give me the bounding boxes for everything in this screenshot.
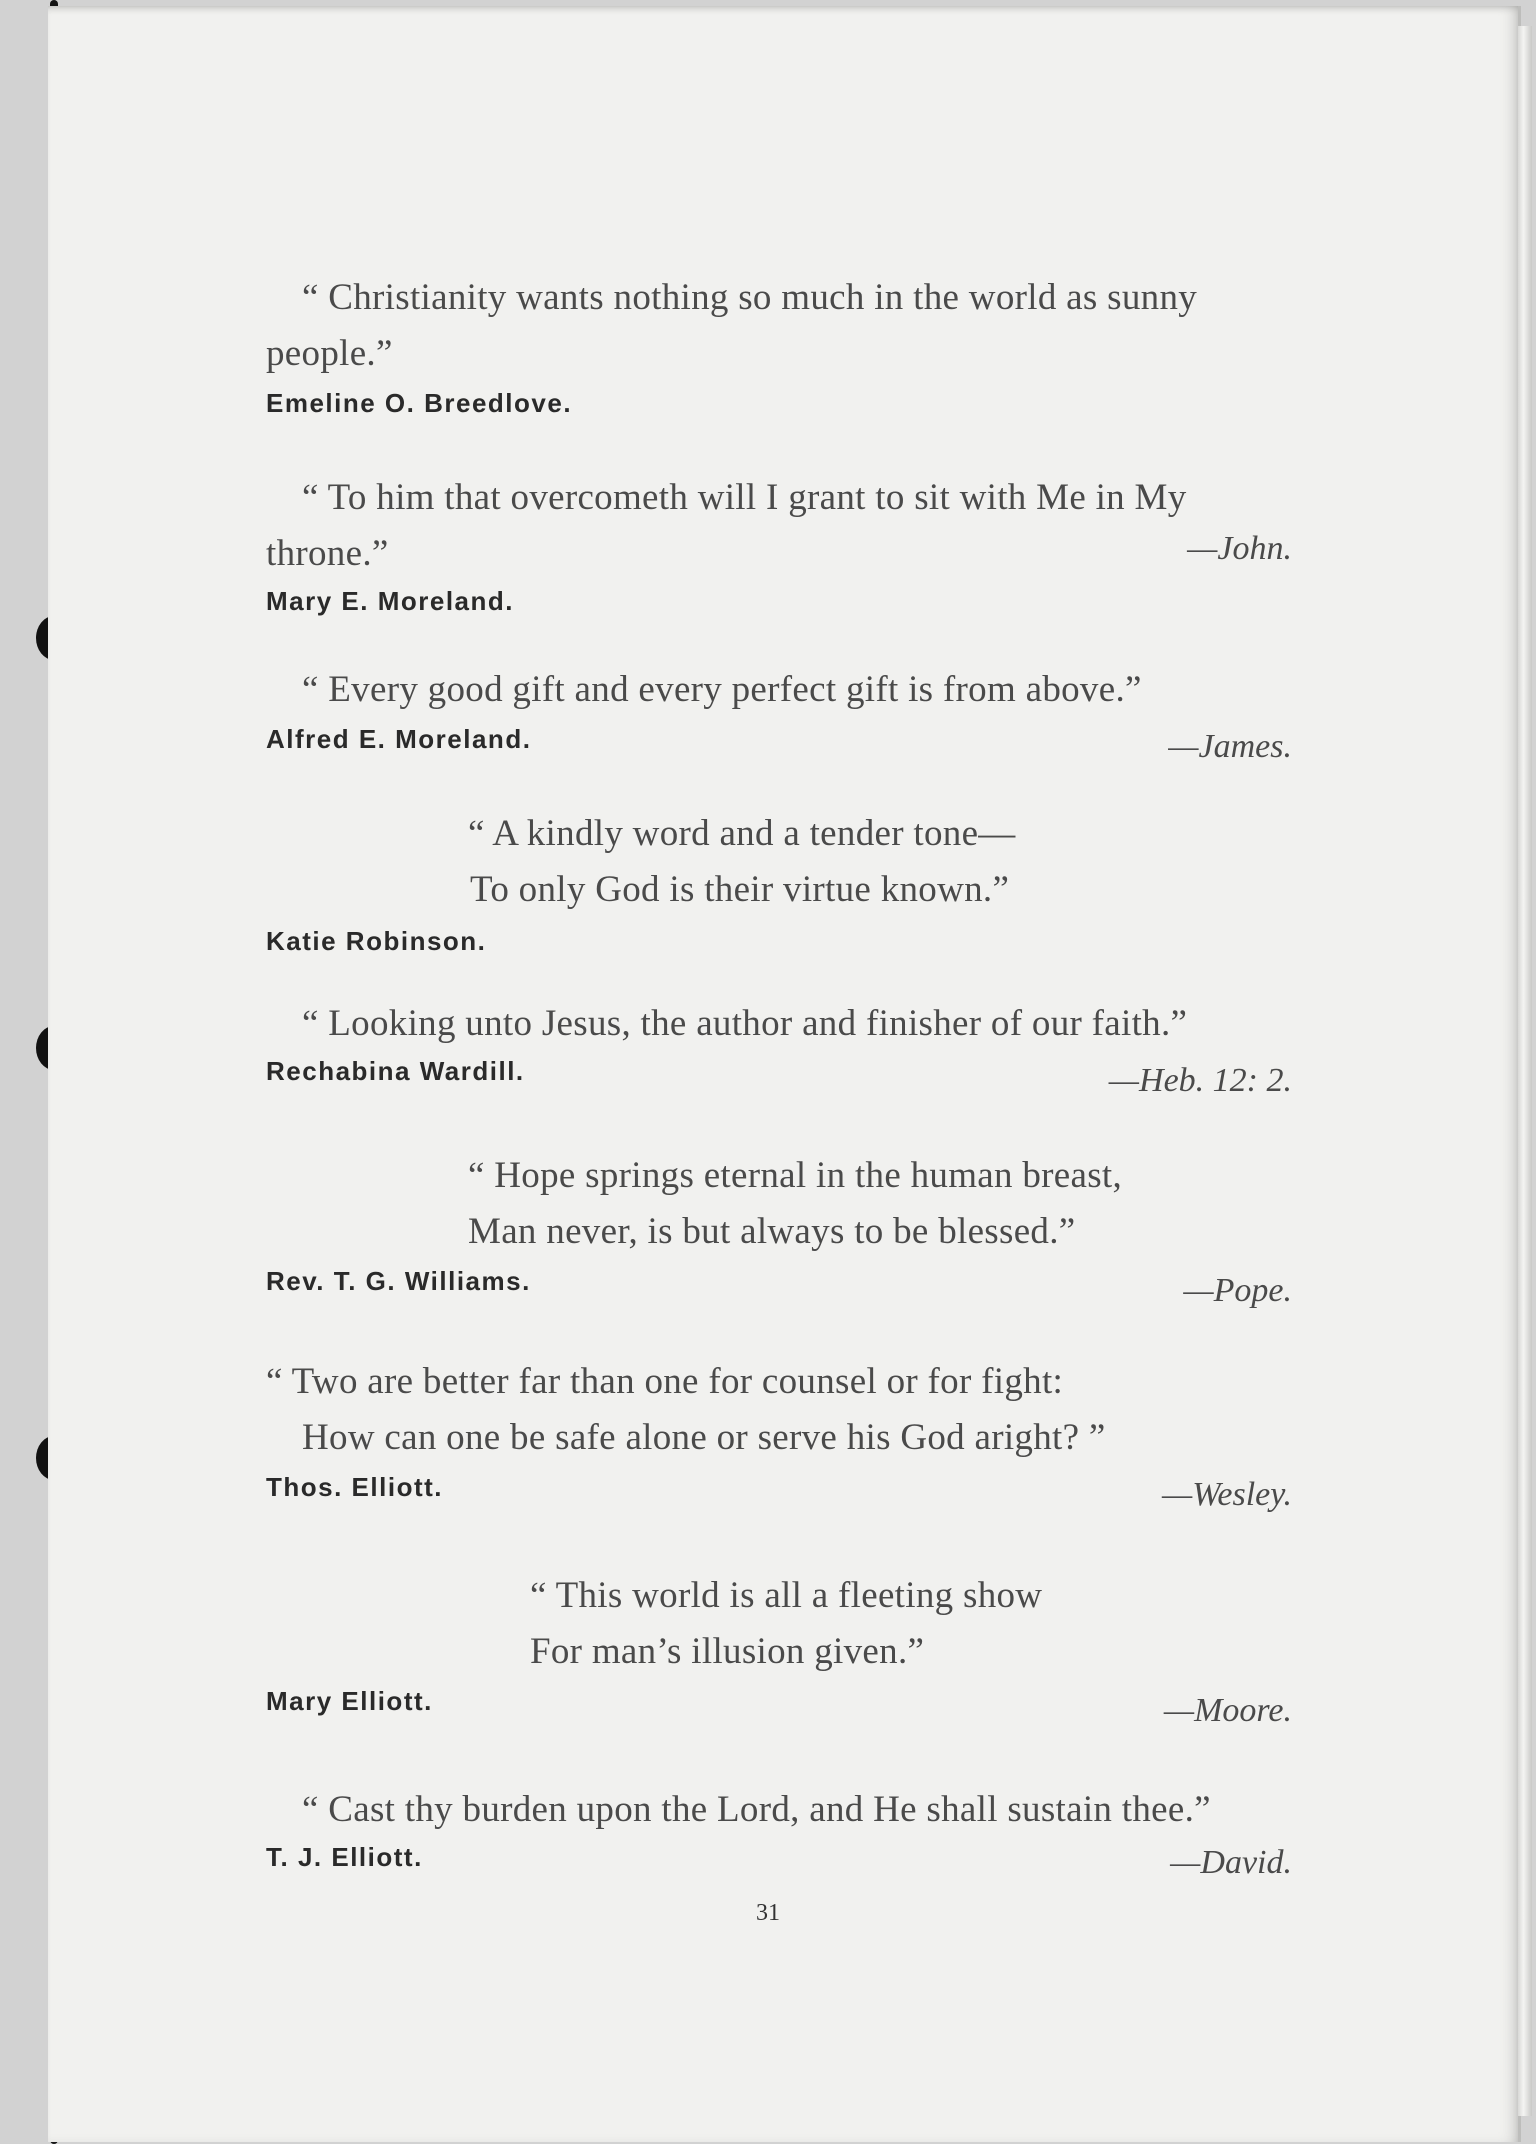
quote-entry (266, 1148, 1332, 1309)
page-edge (1518, 26, 1532, 2116)
quote-attribution: —Moore. (1163, 1692, 1292, 1729)
quote-line: “ This world is all a fleeting show (530, 1575, 1043, 1616)
quote-line: For man’s illusion given.” (530, 1631, 925, 1672)
contributor-name: Mary E. Moreland. (266, 586, 514, 616)
quote-line: “ Hope springs eternal in the human breast, (468, 1155, 1123, 1196)
quote-entry (266, 270, 1332, 418)
quote-line: Man never, is but always to be blessed.” (468, 1211, 1076, 1252)
quote-entry (266, 1782, 1332, 1881)
quote-line: “ To him that overcometh will I grant to sit with Me in My (302, 477, 1187, 518)
quote-entry (266, 470, 1332, 616)
quote-entry (266, 1568, 1332, 1729)
contributor-name: Thos. Elliott. (266, 1472, 443, 1502)
quote-line: “ Christianity wants nothing so much in the world as sunny (302, 277, 1198, 318)
quote-line: “ Every good gift and every perfect gift is from above.” (302, 669, 1142, 710)
quote-attribution: —Wesley. (1161, 1476, 1292, 1513)
contributor-name: Alfred E. Moreland. (266, 724, 532, 754)
quote-entry (266, 806, 1332, 956)
quote-entry (266, 1354, 1332, 1513)
quote-line: people.” (266, 333, 393, 374)
quote-attribution: —James. (1168, 728, 1292, 765)
quote-line: “ Looking unto Jesus, the author and finisher of our faith.” (302, 1003, 1188, 1044)
quote-line: “ A kindly word and a tender tone— (468, 813, 1016, 854)
page-number: 31 (756, 1900, 780, 1926)
contributor-name: T. J. Elliott. (266, 1842, 423, 1872)
quote-line: “ Cast thy burden upon the Lord, and He shall sustain thee.” (302, 1789, 1211, 1830)
quote-line: “ Two are better far than one for counsel or for fight: (266, 1361, 1064, 1402)
contributor-name: Rev. T. G. Williams. (266, 1266, 531, 1296)
quote-entry (266, 996, 1332, 1099)
quote-attribution: —John. (1187, 530, 1292, 567)
quote-attribution: —David. (1170, 1844, 1292, 1881)
quote-attribution: —Pope. (1183, 1272, 1292, 1309)
contributor-name: Emeline O. Breedlove. (266, 388, 573, 418)
quote-line: throne.” (266, 533, 389, 574)
quote-entry (266, 662, 1332, 765)
contributor-name: Rechabina Wardill. (266, 1056, 525, 1086)
contributor-name: Katie Robinson. (266, 926, 487, 956)
contributor-name: Mary Elliott. (266, 1686, 433, 1716)
quote-line: To only God is their virtue known.” (470, 869, 1010, 910)
quote-attribution: —Heb. 12: 2. (1108, 1062, 1292, 1099)
quote-line: How can one be safe alone or serve his God aright? ” (302, 1417, 1106, 1458)
